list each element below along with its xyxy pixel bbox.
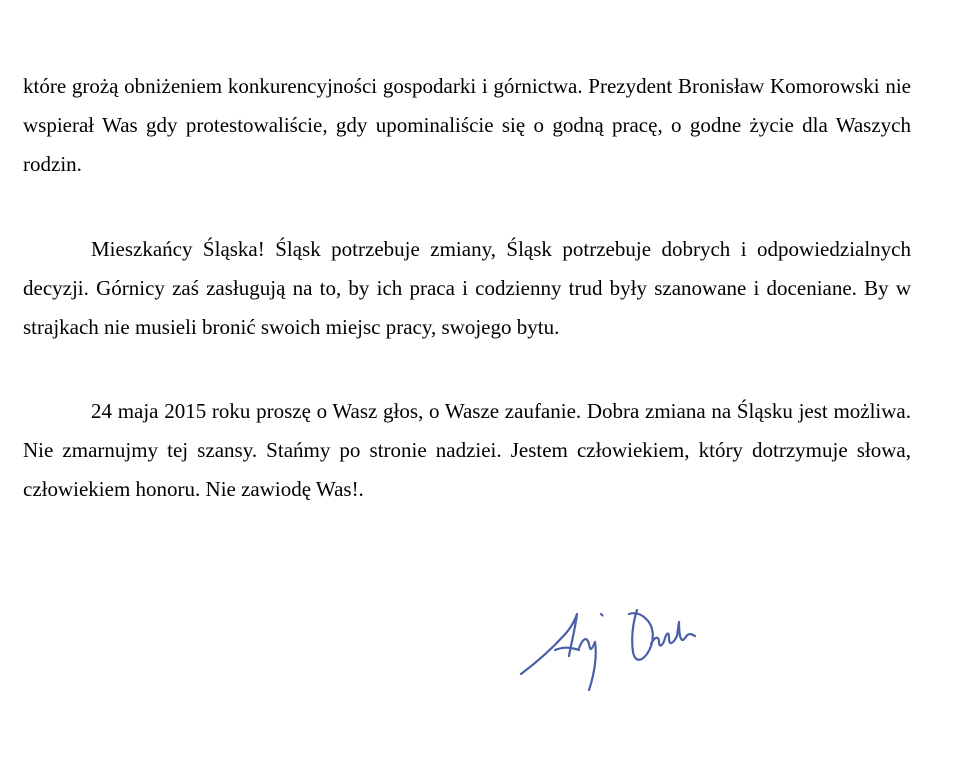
handwritten-signature-icon: [515, 592, 705, 696]
paragraph-continuation: które grożą obniżeniem konkurencyjności gospodarki i górnictwa. Prezydent Bronisław Komorowski nie wspierał Was gdy protestowaliście, gdy upominaliście się o godną pracę, o godne życie dla Waszych rodzin.: [23, 74, 911, 176]
paragraph-election-appeal: 24 maja 2015 roku proszę o Wasz głos, o Wasze zaufanie. Dobra zmiana na Śląsku jest możliwa. Nie zmarnujmy tej szansy. Stańmy po stronie nadziei. Jestem człowiekiem, który dotrzymuje słowa, człowiekiem honoru. Nie zawiodę Was!.: [23, 399, 911, 501]
paragraph-silesia: Mieszkańcy Śląska! Śląsk potrzebuje zmiany, Śląsk potrzebuje dobrych i odpowiedzialnych decyzji. Górnicy zaś zasługują na to, by ich praca i codzienny trud były szanowane i doceniane. By w strajkach nie musieli bronić swoich miejsc pracy, swojego bytu.: [23, 237, 911, 339]
